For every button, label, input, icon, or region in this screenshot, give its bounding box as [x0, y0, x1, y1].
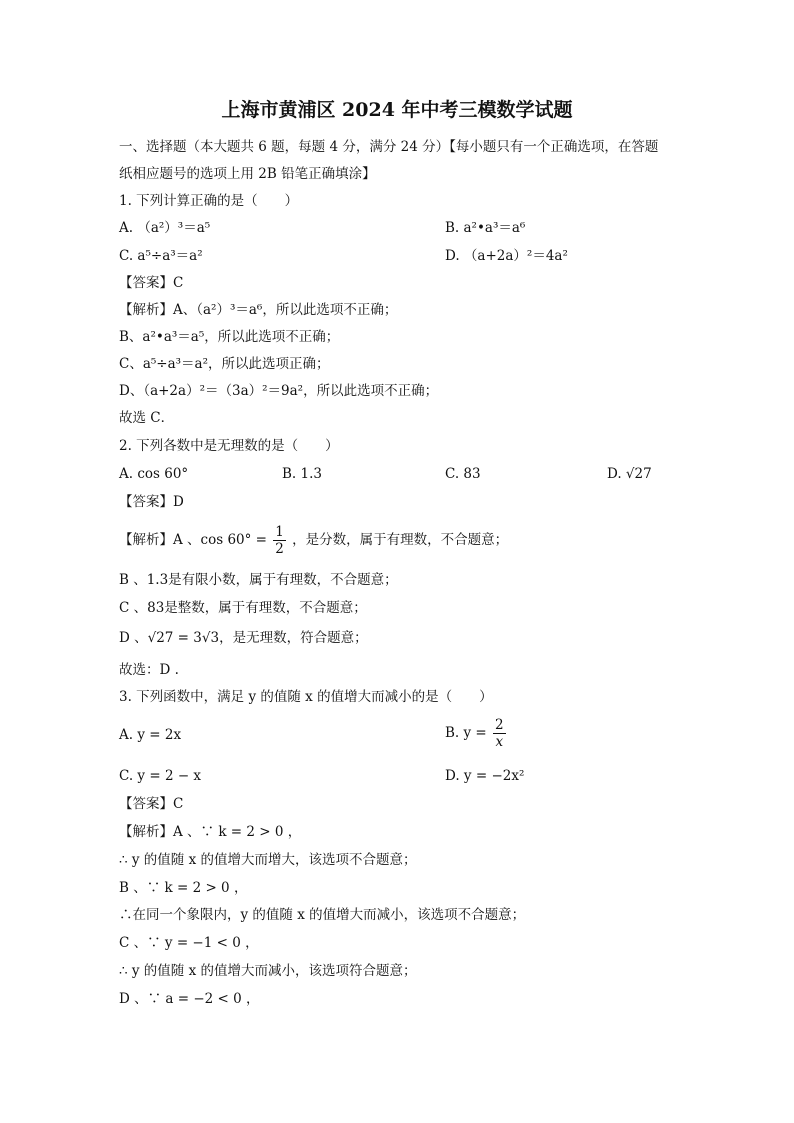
q3-answer: 【答案】C	[119, 796, 184, 812]
fraction-numerator: 2	[495, 717, 504, 733]
q2-option-a: A. cos 60°	[119, 466, 189, 482]
q2-answer: 【答案】D	[119, 494, 184, 510]
q3-option-d: D. y = −2x²	[445, 768, 525, 784]
q2-option-b: B. 1.3	[282, 466, 322, 482]
q2-analysis-line-4: D 、√27 = 3√3，是无理数，符合题意；	[119, 630, 368, 646]
q3-option-c: C. y = 2 − x	[119, 768, 202, 784]
q2-analysis-line-1	[119, 523, 508, 557]
q2-analysis-line-2: B 、1.3是有限小数，属于有理数，不合题意；	[119, 572, 398, 588]
q1-analysis-line-2: B、a²•a³＝a⁵，所以此选项不正确；	[119, 329, 340, 345]
fraction	[493, 717, 506, 750]
q1-analysis-line-5: 故选 C．	[119, 410, 175, 426]
q1-analysis-line-1: 【解析】A、（a²）³＝a⁶，所以此选项不正确；	[119, 302, 398, 318]
q3-analysis-line-2: ∴ y 的值随 x 的值增大而增大，该选项不合题意；	[119, 852, 417, 868]
q1-analysis-line-4: D、（a+2a）²＝（3a）²＝9a²，所以此选项不正确；	[119, 383, 439, 399]
q3-option-b-prefix: B. y =	[445, 725, 487, 741]
q2-analysis-line-5: 故选：D .	[119, 662, 179, 678]
q3-analysis-line-7: D 、∵ a = −2 < 0 ，	[119, 991, 260, 1007]
page-title: 上海市黄浦区 2024 年中考三模数学试题	[221, 99, 573, 121]
q2-option-c: C. 83	[445, 466, 481, 482]
q3-analysis-line-5: C 、∵ y = −1 < 0 ，	[119, 935, 259, 951]
fraction	[273, 524, 286, 557]
q3-option-a: A. y = 2x	[119, 727, 182, 743]
q3-option-b	[445, 716, 508, 750]
section-intro-line-2: 纸相应题号的选项上用 2B 铅笔正确填涂】	[119, 166, 376, 182]
section-intro-line-1: 一、选择题（本大题共 6 题，每题 4 分，满分 24 分）【每小题只有一个正确选项，在答题	[119, 139, 659, 155]
q1-option-c: C. a⁵÷a³＝a²	[119, 248, 203, 264]
q1-answer: 【答案】C	[119, 275, 184, 291]
q2-option-d: D. √27	[607, 466, 652, 482]
fraction-denominator: x	[495, 734, 504, 750]
q1-option-b: B. a²•a³＝a⁶	[445, 220, 526, 236]
fraction-denominator: 2	[275, 541, 284, 557]
q3-analysis-line-3: B 、∵ k = 2 > 0 ，	[119, 880, 248, 896]
q1-option-d: D. （a+2a）²＝4a²	[445, 248, 568, 264]
fraction-numerator: 1	[275, 524, 284, 540]
q2-stem: 2. 下列各数中是无理数的是（ ）	[119, 438, 339, 454]
q3-analysis-line-1: 【解析】A 、∵ k = 2 > 0 ，	[119, 824, 302, 840]
q2-analysis-a-suffix: ，是分数，属于有理数，不合题意；	[292, 532, 509, 548]
q2-analysis-line-3: C 、83是整数，属于有理数，不合题意；	[119, 600, 367, 616]
q3-stem: 3. 下列函数中，满足 y 的值随 x 的值增大而减小的是（ ）	[119, 689, 493, 705]
q1-option-a: A. （a²）³＝a⁵	[119, 220, 211, 236]
q1-analysis-line-3: C、a⁵÷a³＝a²，所以此选项正确；	[119, 356, 330, 372]
q2-analysis-a-prefix: 【解析】A 、cos 60° =	[119, 532, 267, 548]
q3-analysis-line-4: ∴在同一个象限内，y 的值随 x 的值增大而减小，该选项不合题意；	[119, 907, 526, 923]
q1-stem: 1. 下列计算正确的是（ ）	[119, 193, 299, 209]
q3-analysis-line-6: ∴ y 的值随 x 的值增大而减小，该选项符合题意；	[119, 963, 417, 979]
